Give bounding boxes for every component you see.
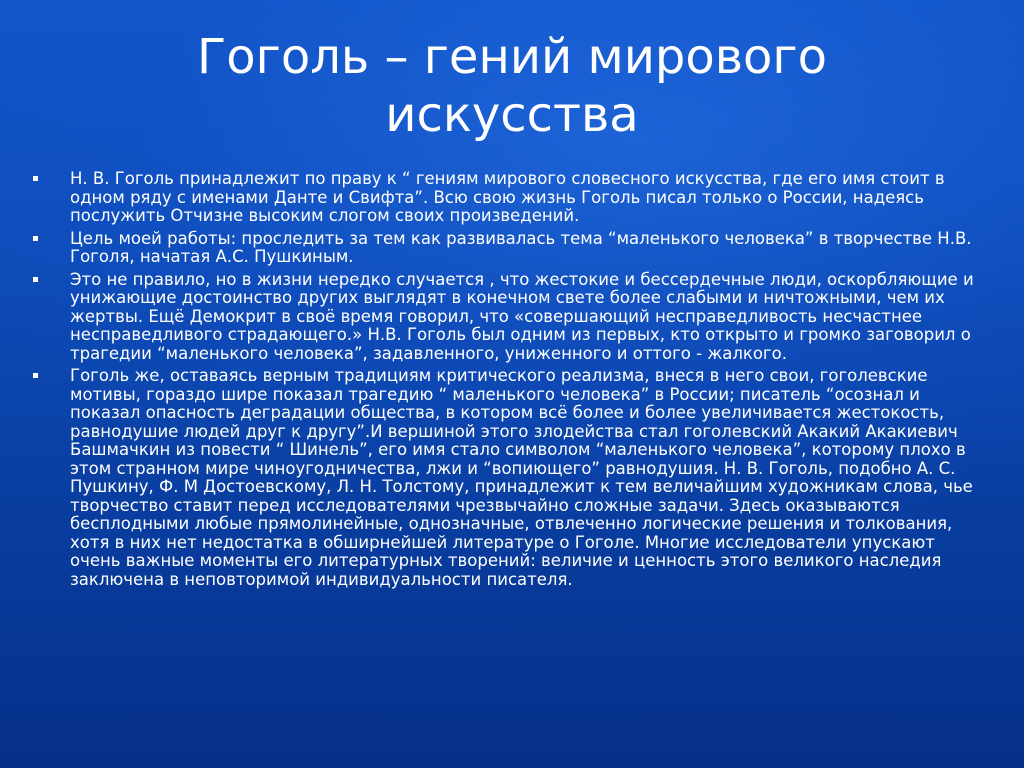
bullet-text: Н. В. Гоголь принадлежит по праву к “ гениям мирового словесного искусства, где его имя стоит в одном ряду с именами Данте и Свифта”. Всю свою жизнь Гоголь писал только о России, надеясь послужить Отчизне высоким слогом своих произведений.: [70, 169, 945, 225]
bullet-item-3: [0, 271, 1024, 364]
bullet-list: [0, 170, 1024, 593]
square-bullet-icon: [33, 373, 38, 378]
bullet-item-1: [0, 170, 1024, 226]
square-bullet-icon: [33, 176, 38, 181]
bullet-text: Это не правило, но в жизни нередко случается , что жестокие и бессердечные люди, оскорбляющие и унижающие достоинство других выглядят в конечном свете более слабыми и ничтожными, чем их жертвы. Ещё Демокрит в своё время говорил, что «совершающий несправедливость несчастнее несправедливого страдающего.» Н.В. Гоголь был одним из первых, кто открыто и громко заговорил о трагедии “маленького человека”, задавленного, униженного и оттого - жалкого.: [70, 269, 974, 363]
bullet-item-4: [0, 367, 1024, 589]
bullet-text: Гоголь же, оставаясь верным традициям критического реализма, внеся в него свои, гоголевские мотивы, гораздо шире показал трагедию “ маленького человека” в России; писатель “осознал и показал опасность деградации общества, в котором всё более и более увеличивается жестокость, равнодушие людей друг к другу”.И вершиной этого злодейства стал гоголевский Акакий Акакиевич Башмачкин из повести “ Шинель”, его имя стало символом “маленького человека”, которому плохо в этом странном мире чиноугодничества, лжи и “вопиющего” равнодушия. Н. В. Гоголь, подобно А. С. Пушкину, Ф. М Достоевскому, Л. Н. Толстому, принадлежит к тем величайшим художникам слова, чье творчество ставит перед исследователями чрезвычайно сложные задачи. Здесь оказываются бесплодными любые прямолинейные, однозначные, отвлеченно логические решения и толкования, хотя в них нет недостатка в обширнейшей литературе о Гоголе. Многие исследователи упускают очень важные моменты его литературных творений: величие и ценность этого великого наследия заключена в неповторимой индивидуальности писателя.: [70, 366, 973, 589]
slide-title: Гоголь – гений мирового искусства: [197, 29, 827, 143]
bullet-text: Цель моей работы: проследить за тем как развивалась тема “маленького человека” в творчестве Н.В. Гоголя, начатая А.С. Пушкиным.: [70, 228, 972, 266]
bullet-item-2: [0, 230, 1024, 267]
square-bullet-icon: [33, 236, 38, 241]
square-bullet-icon: [33, 277, 38, 282]
